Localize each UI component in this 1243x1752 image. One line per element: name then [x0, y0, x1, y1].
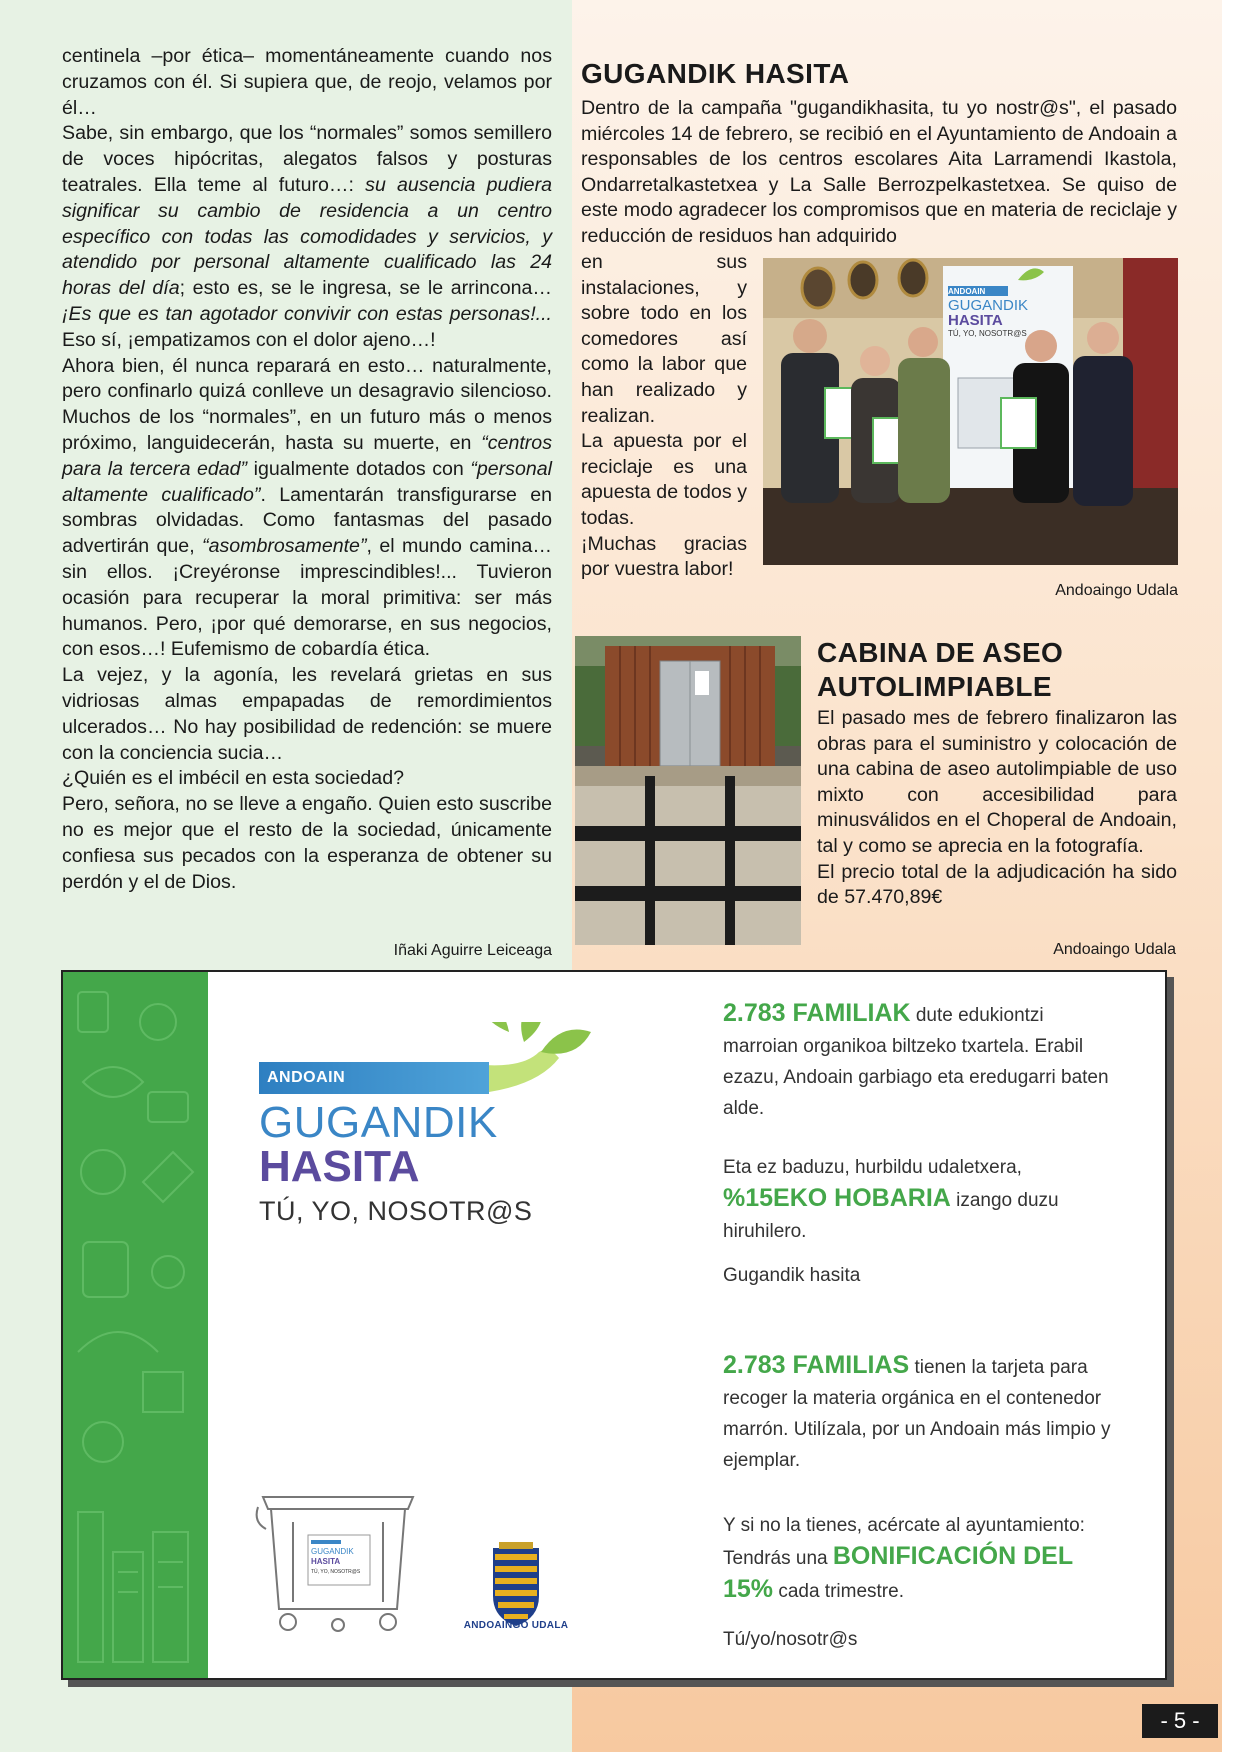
ad-green-band: [63, 972, 208, 1678]
spanish-text: tienen la tarjeta para recoger la materia orgánica en el contenedor marrón. Utilízala, por un Andoain más limpio y ejemplar.: [723, 1357, 1111, 1471]
spanish-text: cada trimestre.: [773, 1581, 904, 1602]
recycling-advertisement: [61, 970, 1167, 1680]
spanish-text-block: [723, 1350, 1123, 1476]
spanish-highlight: 2.783 FAMILIAS: [723, 1351, 910, 1379]
meeting-photo: [763, 258, 1178, 565]
photo-credit: Andoaingo Udala: [1055, 582, 1178, 599]
organic-bin-icon: [253, 1477, 423, 1637]
bin-label: GUGANDIK: [311, 1547, 354, 1556]
bin-label-2: HASITA: [311, 1557, 341, 1566]
article-lead-text: Dentro de la campaña "gugandikhasita, tu yo nostr@s", el pasado miércoles 14 de febrero, se recibió en el Ayuntamiento de Andoain a responsables de los centros escolares Aita Larramendi Ikastola, Ondarretalkastetxea y La Salle Berrozpelkastetxea. Se quiso de este modo agradecer los compromisos que en materia de reciclaje y reducción de residuos han adquirido: [581, 97, 1177, 247]
doodle-pattern: [63, 972, 208, 1678]
basque-sign: Gugandik hasita: [723, 1265, 861, 1286]
paragraph: Pero, señora, no se lleve a engaño. Quien esto suscribe no es mejor que el resto de la sociedad, únicamente confiesa sus pecados con la esperanza de obtener su perdón y el de Dios.: [62, 793, 552, 893]
page-number: - 5 -: [1142, 1704, 1218, 1738]
paragraph: centinela –por ética– momentáneamente cuando nos cruzamos con él. Si supiera que, de reojo, velamos por él…: [62, 45, 552, 119]
opinion-article-body: [62, 44, 552, 895]
paragraph: El precio total de la adjudicación ha sido de 57.470,89€: [817, 860, 1177, 909]
brand-tag: ANDOAIN: [259, 1062, 489, 1094]
brand-tagline: TÚ, YO, NOSOTR@S: [259, 1196, 533, 1226]
banner-tag: ANDOAIN: [948, 287, 986, 296]
basque-text: Eta ez baduzu, hurbildu udaletxera,: [723, 1157, 1022, 1178]
shield-label: ANDOAINGO UDALA: [463, 1620, 569, 1631]
photo-credit: Andoaingo Udala: [1053, 941, 1176, 958]
toilet-cabin-photo: [575, 636, 801, 945]
basque-discount-highlight: %15EKO HOBARIA: [723, 1184, 951, 1212]
paragraph: Sabe, sin embargo, que los “normales” somos semillero de voces hipócritas, alegatos falsos y posturas teatrales. Ella teme al futuro…: su ausencia pudiera significar su cambio de residencia a un centro específico con todas las comodidades y servicios, y atendido por personal altamente cualificado las 24 horas del día; esto es, se le ingresa, se le arrincona… ¡Es que es tan agotador convivir con estas personas!... Eso sí, ¡empatizamos con el dolor ajeno…!: [62, 122, 552, 351]
paragraph: ¡Muchas gracias por vuestra labor!: [581, 532, 747, 581]
spanish-sign: Tú/yo/nosotr@s: [723, 1629, 858, 1650]
paragraph: La vejez, y la agonía, les revelará grietas en sus vidriosas almas empapadas de remordimientos ulcerados… No hay posibilidad de redención: se muere con la conciencia sucia…: [62, 664, 552, 764]
basque-discount-block: [723, 1152, 1123, 1247]
page-edge: [1222, 0, 1243, 1752]
brand-name: GUGANDIK: [259, 1098, 498, 1147]
banner-brand: GUGANDIK: [948, 297, 1029, 314]
paragraph: en sus instalaciones, y sobre todo en los comedores así como la labor que han realizado y realizan.: [581, 251, 747, 427]
title-line: AUTOLIMPIABLE: [817, 671, 1052, 702]
basque-text: izango duzu hiruhilero.: [723, 1190, 1059, 1242]
paragraph: Ahora bien, él nunca reparará en esto… naturalmente, pero confinarlo quizá conlleve un desagravio silencioso. Muchos de los “normales”, en un futuro más o menos próximo, languidecerán, hasta su muerte, en “centros para la tercera edad” igualmente dotados con “personal altamente cualificado”. Lamentarán transfigurarse en sombras olvidadas. Como fantasmas del pasado advertirán que, “asombrosamente”, el mundo camina… sin ellos. ¡Creyéronse imprescindibles!... Tuvieron ocasión para recuperar la moral primitiva: ser más humanos. Pero, ¡por qué demorarse, en sus negocios, con esos…! Eufemismo de cobardía ética.: [62, 354, 552, 661]
basque-text-block: [723, 998, 1123, 1124]
spanish-text: Y si no la tienes, acércate al ayuntamiento: Tendrás una: [723, 1515, 1085, 1569]
basque-highlight: 2.783 FAMILIAK: [723, 999, 911, 1027]
paragraph: El pasado mes de febrero finalizaron las obras para el suministro y colocación de una cabina de aseo autolimpiable de uso mixto con accesibilidad para minusválidos en el Choperal de Andoain, tal y como se aprecia en la fotografía.: [817, 707, 1177, 857]
article-title: [817, 636, 1177, 704]
article-wrap-text: [581, 250, 747, 583]
banner-brand-2: HASITA: [948, 312, 1003, 329]
brand-name-2: HASITA: [259, 1142, 420, 1191]
spanish-discount-highlight: BONIFICACIÓN DEL 15%: [723, 1542, 1073, 1603]
paragraph: ¿Quién es el imbécil en esta sociedad?: [62, 767, 404, 790]
basque-text: dute edukiontzi marroian organikoa biltzeko txartela. Erabil ezazu, Andoain garbiago eta eredugarri baten alde.: [723, 1005, 1109, 1119]
article-body: [817, 706, 1177, 911]
article-title: GUGANDIK HASITA: [581, 58, 850, 89]
spanish-discount-block: [723, 1510, 1123, 1607]
author-signature: Iñaki Aguirre Leiceaga: [393, 942, 552, 959]
title-line: CABINA DE ASEO: [817, 637, 1064, 668]
paragraph: La apuesta por el reciclaje es una apuesta de todos y todas.: [581, 430, 747, 529]
banner-tagline: TÚ, YO, NOSOTR@S: [948, 329, 1027, 338]
bin-label-3: TÚ, YO, NOSOTR@S: [311, 1569, 361, 1575]
